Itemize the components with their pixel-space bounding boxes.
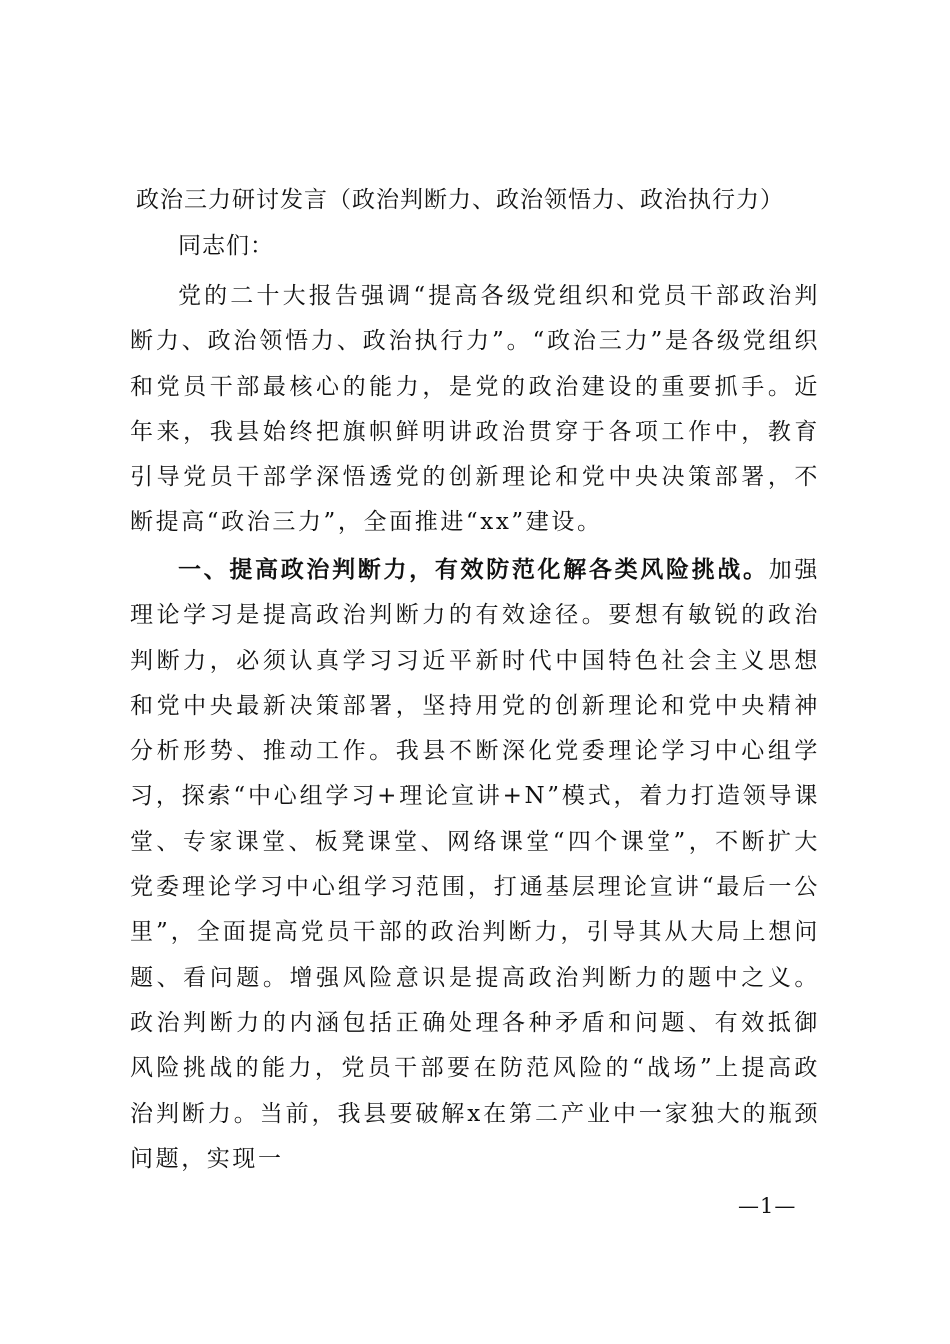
intro-paragraph: 党的二十大报告强调“提高各级党组织和党员干部政治判断力、政治领悟力、政治执行力”。“政治三力”是各级党组织和党员干部最核心的能力，是党的政治建设的重要抓手。近年来，我县始终把旗帜鲜明讲政治贯穿于各项工作中，教育引导党员干部学深悟透党的创新理论和党中央决策部署，不断提高“政治三力”，全面推进“xx”建设。 <box>130 283 820 536</box>
salutation: 同志们： <box>178 233 274 259</box>
section-1-heading: 一、提高政治判断力，有效防范化解各类风险挑战。 <box>178 556 769 583</box>
section-1-paragraph <box>130 547 820 1182</box>
document-title: 政治三力研讨发言（政治判断力、政治领悟力、政治执行力） <box>136 187 784 213</box>
page-number: —1— <box>738 1194 797 1218</box>
section-1-body: 加强理论学习是提高政治判断力的有效途径。要想有敏锐的政治判断力，必须认真学习习近平新时代中国特色社会主义思想和党中央最新决策部署，坚持用党的创新理论和党中央精神分析形势、推动工作。我县不断深化党委理论学习中心组学习，探索“中心组学习+理论宣讲+N”模式，着力打造领导课堂、专家课堂、板凳课堂、网络课堂“四个课堂”，不断扩大党委理论学习中心组学习范围，打通基层理论宣讲“最后一公里”，全面提高党员干部的政治判断力，引导其从大局上想问题、看问题。增强风险意识是提高政治判断力的题中之义。政治判断力的内涵包括正确处理各种矛盾和问题、有效抵御风险挑战的能力，党员干部要在防范风险的“战场”上提高政治判断力。当前，我县要破解x在第二产业中一家独大的瓶颈问题，实现一 <box>130 557 820 1172</box>
